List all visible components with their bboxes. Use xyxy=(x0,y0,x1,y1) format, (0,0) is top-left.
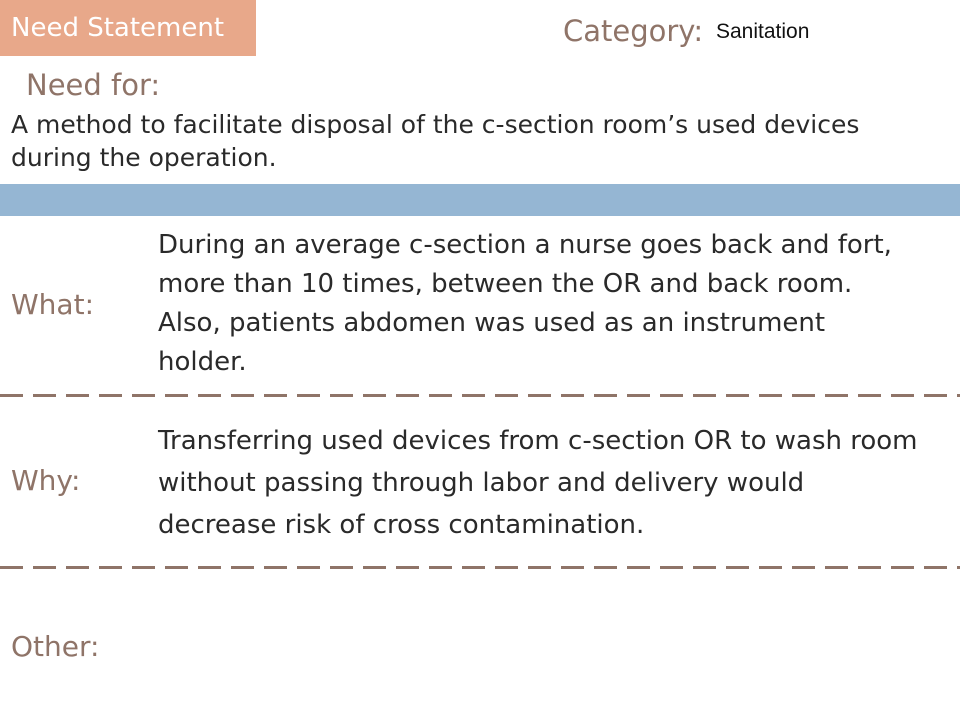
section-divider-band xyxy=(0,184,960,216)
need-for-text: A method to facilitate disposal of the c-section room’s used devices during the operation. xyxy=(11,110,860,172)
other-label: Other: xyxy=(11,630,100,663)
category-value: Sanitation xyxy=(716,20,810,43)
category-label: Category: xyxy=(563,14,704,48)
what-text: During an average c-section a nurse goes back and fort, more than 10 times, between the OR and back room. Also, patients abdomen was used as an instrument holder. xyxy=(158,230,892,377)
why-label: Why: xyxy=(11,464,81,497)
why-text: Transferring used devices from c-section OR to wash room without passing through labor and delivery would decrease risk of cross contamination. xyxy=(158,426,918,540)
dashed-divider-2 xyxy=(0,566,960,569)
dashed-divider-1 xyxy=(0,394,960,397)
need-statement-badge: Need Statement xyxy=(0,0,256,56)
what-label: What: xyxy=(11,288,95,321)
need-for-label: Need for: xyxy=(26,68,161,102)
